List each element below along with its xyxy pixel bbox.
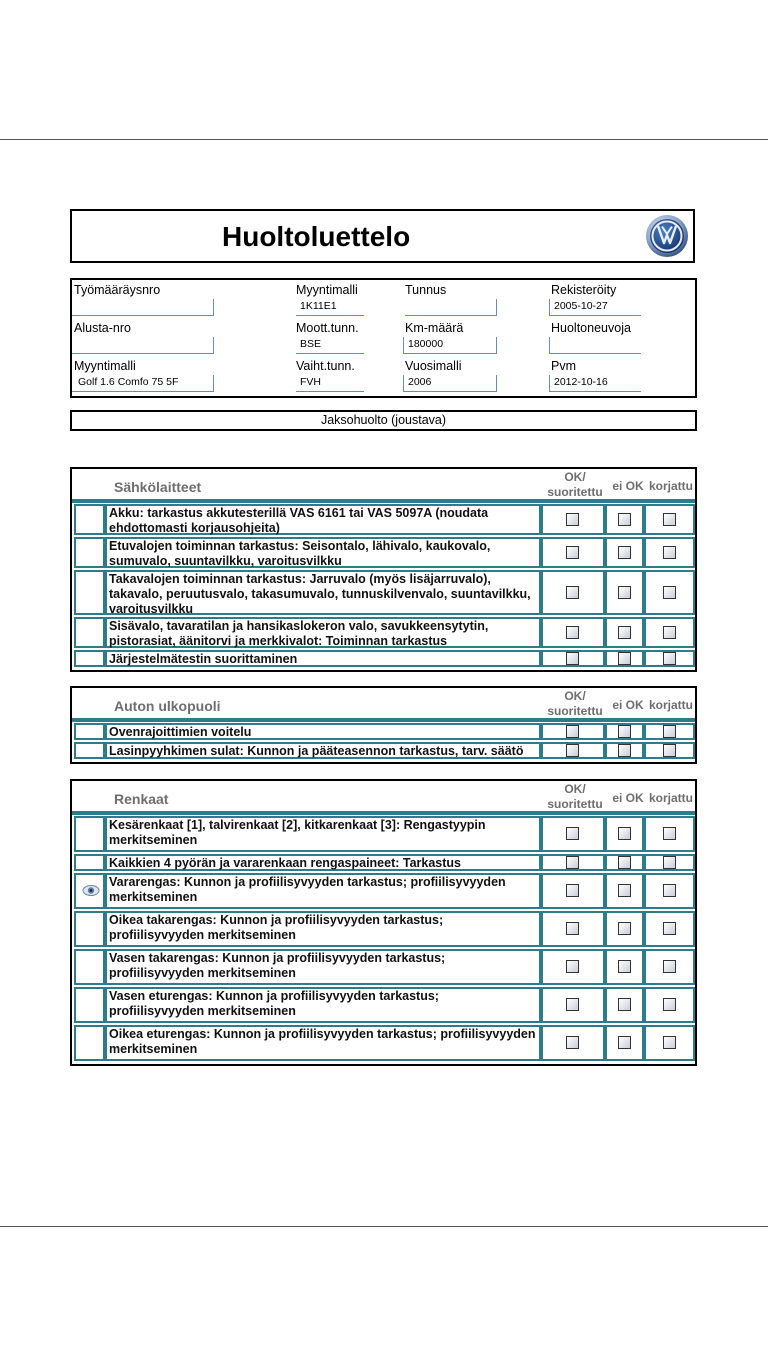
korjattu-checkbox-cell [644, 617, 695, 648]
section-renkaat [70, 779, 697, 1066]
column-korjattu-header: korjattu [648, 698, 693, 712]
ok-checkbox-cell [541, 1025, 605, 1061]
row-marker-cell [74, 911, 105, 947]
ei-ok-checkbox-cell [605, 617, 644, 648]
checklist-item-text: Sisävalo, tavaratilan ja hansikaslokeron valo, savukkeensytytin, pistorasiat, äänitorvi ja merkkivalot: Toiminnan tarkastus [109, 619, 489, 648]
row-description-cell [105, 570, 541, 615]
row-marker-cell [74, 873, 105, 909]
row-marker-cell [74, 617, 105, 648]
myyntimalli-label: Myyntimalli [296, 283, 358, 297]
row-marker-cell [74, 949, 105, 985]
ok-checkbox[interactable] [566, 856, 579, 869]
ei-ok-checkbox-cell [605, 987, 644, 1023]
row-description-cell [105, 650, 541, 667]
checklist-item-text: Vasen takarengas: Kunnon ja profiilisyvyyden tarkastus; profiilisyvyyden merkitseminen [109, 951, 446, 980]
row-description-cell [105, 504, 541, 535]
korjattu-checkbox-cell [644, 504, 695, 535]
ei-ok-checkbox-cell [605, 504, 644, 535]
korjattu-checkbox[interactable] [663, 652, 676, 665]
row-description-cell [105, 949, 541, 985]
moott-field[interactable]: BSE [296, 337, 364, 354]
column-ok-header: OK/ suoritettu [547, 470, 603, 499]
korjattu-checkbox[interactable] [663, 1036, 676, 1049]
ok-checkbox-cell [541, 873, 605, 909]
korjattu-checkbox[interactable] [663, 626, 676, 639]
korjattu-checkbox[interactable] [663, 960, 676, 973]
section-header [72, 781, 695, 815]
ei-ok-checkbox[interactable] [618, 652, 631, 665]
tyomaaraysnro-field[interactable] [72, 299, 214, 316]
column-ok-header: OK/ suoritettu [547, 782, 603, 811]
ei-ok-checkbox-cell [605, 723, 644, 740]
korjattu-checkbox[interactable] [663, 744, 676, 757]
km-label: Km-määrä [405, 321, 464, 335]
checklist-item-text: Kaikkien 4 pyörän ja vararenkaan rengaspaineet: Tarkastus [109, 856, 462, 870]
ei-ok-checkbox[interactable] [618, 922, 631, 935]
ei-ok-checkbox-cell [605, 949, 644, 985]
service-type: Jaksohuolto (joustava) [70, 410, 697, 431]
rekisteroity-label: Rekisteröity [551, 283, 617, 297]
row-description-cell [105, 723, 541, 740]
row-marker-cell [74, 742, 105, 759]
huoltoneuvoja-label: Huoltoneuvoja [551, 321, 631, 335]
ei-ok-checkbox[interactable] [618, 546, 631, 559]
ei-ok-checkbox-cell [605, 816, 644, 852]
row-marker-cell [74, 723, 105, 740]
korjattu-checkbox-cell [644, 854, 695, 871]
checklist-item-text: Vasen eturengas: Kunnon ja profiilisyvyyden tarkastus; profiilisyvyyden merkitseminen [109, 989, 439, 1018]
huoltoneuvoja-field[interactable] [549, 337, 641, 354]
bottom-divider [0, 1226, 768, 1227]
checklist-row [72, 616, 695, 649]
ok-checkbox[interactable] [566, 586, 579, 599]
korjattu-checkbox-cell [644, 537, 695, 568]
korjattu-checkbox[interactable] [663, 586, 676, 599]
ok-checkbox-cell [541, 723, 605, 740]
korjattu-checkbox[interactable] [663, 884, 676, 897]
korjattu-checkbox-cell [644, 987, 695, 1023]
checklist-item-text: Ovenrajoittimien voitelu [109, 725, 252, 739]
ok-checkbox[interactable] [566, 652, 579, 665]
ei-ok-checkbox[interactable] [618, 513, 631, 526]
section-header [72, 469, 695, 503]
row-description-cell [105, 873, 541, 909]
ei-ok-checkbox-cell [605, 570, 644, 615]
korjattu-checkbox[interactable] [663, 922, 676, 935]
eye-icon[interactable] [82, 884, 100, 897]
top-divider [0, 139, 768, 140]
korjattu-checkbox-cell [644, 949, 695, 985]
checklist-row [72, 649, 695, 668]
ok-checkbox[interactable] [566, 546, 579, 559]
myyntimalli2-field[interactable]: Golf 1.6 Comfo 75 5F [72, 375, 214, 392]
checklist-item-text: Etuvalojen toiminnan tarkastus: Seisontalo, lähivalo, kaukovalo, sumuvalo, suuntavilkku, varoitusvilkku [109, 539, 491, 568]
korjattu-checkbox-cell [644, 723, 695, 740]
checklist-item-text: Vararengas: Kunnon ja profiilisyvyyden tarkastus; profiilisyvyyden merkitseminen [109, 875, 506, 904]
vaiht-label: Vaiht.tunn. [296, 359, 355, 373]
ei-ok-checkbox[interactable] [618, 626, 631, 639]
ei-ok-checkbox[interactable] [618, 998, 631, 1011]
tyomaaraysnro-label: Työmääräysnro [74, 283, 161, 297]
column-korjattu-header: korjattu [648, 479, 693, 493]
checklist-item-text: Akku: tarkastus akkutesterillä VAS 6161 tai VAS 5097A (noudata ehdottomasti korjausohjeita) [109, 506, 489, 535]
row-marker-cell [74, 504, 105, 535]
checklist-row [72, 872, 695, 910]
ei-ok-checkbox-cell [605, 742, 644, 759]
alusta-field[interactable] [72, 337, 214, 354]
ei-ok-checkbox[interactable] [618, 884, 631, 897]
checklist-item-text: Oikea takarengas: Kunnon ja profiilisyvyyden tarkastus; profiilisyvyyden merkitseminen [109, 913, 444, 942]
row-marker-cell [74, 650, 105, 667]
row-description-cell [105, 987, 541, 1023]
ei-ok-checkbox-cell [605, 873, 644, 909]
korjattu-checkbox-cell [644, 650, 695, 667]
vaiht-field[interactable]: FVH [296, 375, 364, 392]
korjattu-checkbox-cell [644, 1025, 695, 1061]
ok-checkbox[interactable] [566, 884, 579, 897]
korjattu-checkbox[interactable] [663, 998, 676, 1011]
page-title: Huoltoluettelo [222, 221, 411, 252]
rekisteroity-field[interactable]: 2005-10-27 [549, 299, 641, 316]
row-description-cell [105, 854, 541, 871]
ok-checkbox[interactable] [566, 1036, 579, 1049]
vehicle-info [70, 278, 697, 398]
checklist-item-text: Lasinpyyhkimen sulat: Kunnon ja pääteasennon tarkastus, tarv. säätö [109, 744, 524, 758]
checklist-row [72, 503, 695, 536]
column-ei-ok-header: ei OK [612, 791, 644, 805]
ei-ok-checkbox[interactable] [618, 744, 631, 757]
pvm-label: Pvm [551, 359, 576, 373]
checklist-item-text: Järjestelmätestin suorittaminen [109, 652, 298, 666]
korjattu-checkbox-cell [644, 816, 695, 852]
ok-checkbox[interactable] [566, 922, 579, 935]
tunnus-field[interactable] [405, 299, 497, 316]
korjattu-checkbox[interactable] [663, 546, 676, 559]
korjattu-checkbox[interactable] [663, 513, 676, 526]
ok-checkbox-cell [541, 537, 605, 568]
checklist-row [72, 536, 695, 569]
row-marker-cell [74, 537, 105, 568]
row-description-cell [105, 617, 541, 648]
ok-checkbox-cell [541, 570, 605, 615]
ok-checkbox[interactable] [566, 513, 579, 526]
myyntimalli2-label: Myyntimalli [74, 359, 136, 373]
title-box [70, 209, 695, 263]
checklist-row [72, 1024, 695, 1062]
section-title: Auton ulkopuoli [114, 698, 221, 714]
section-title: Sähkölaitteet [114, 479, 202, 495]
section-header [72, 688, 695, 722]
checklist-row [72, 815, 695, 853]
pvm-field[interactable]: 2012-10-16 [549, 375, 641, 392]
myyntimalli-field[interactable]: 1K11E1 [296, 299, 364, 316]
ei-ok-checkbox-cell [605, 650, 644, 667]
section-sahkolaitteet [70, 467, 697, 672]
ok-checkbox-cell [541, 650, 605, 667]
alusta-label: Alusta-nro [74, 321, 131, 335]
ei-ok-checkbox[interactable] [618, 856, 631, 869]
checklist-row [72, 986, 695, 1024]
ei-ok-checkbox[interactable] [618, 586, 631, 599]
row-marker-cell [74, 1025, 105, 1061]
row-description-cell [105, 742, 541, 759]
ei-ok-checkbox[interactable] [618, 960, 631, 973]
km-field[interactable]: 180000 [403, 337, 497, 354]
ok-checkbox-cell [541, 742, 605, 759]
checklist-row [72, 741, 695, 760]
korjattu-checkbox-cell [644, 570, 695, 615]
ei-ok-checkbox-cell [605, 854, 644, 871]
column-ei-ok-header: ei OK [612, 479, 644, 493]
tunnus-label: Tunnus [405, 283, 447, 297]
row-marker-cell [74, 987, 105, 1023]
moott-label: Moott.tunn. [296, 321, 359, 335]
section-title: Renkaat [114, 791, 169, 807]
row-description-cell [105, 537, 541, 568]
column-ei-ok-header: ei OK [612, 698, 644, 712]
ok-checkbox[interactable] [566, 827, 579, 840]
vw-logo-icon [645, 214, 689, 258]
ei-ok-checkbox-cell [605, 1025, 644, 1061]
checklist-row [72, 910, 695, 948]
ok-checkbox[interactable] [566, 626, 579, 639]
ei-ok-checkbox-cell [605, 911, 644, 947]
vuosimalli-field[interactable]: 2006 [403, 375, 497, 392]
vuosimalli-label: Vuosimalli [405, 359, 462, 373]
ok-checkbox-cell [541, 816, 605, 852]
ok-checkbox[interactable] [566, 960, 579, 973]
row-description-cell [105, 1025, 541, 1061]
ei-ok-checkbox[interactable] [618, 827, 631, 840]
ei-ok-checkbox[interactable] [618, 1036, 631, 1049]
checklist-row [72, 853, 695, 872]
column-korjattu-header: korjattu [648, 791, 693, 805]
korjattu-checkbox-cell [644, 873, 695, 909]
column-ok-header: OK/ suoritettu [547, 689, 603, 718]
ok-checkbox-cell [541, 504, 605, 535]
ok-checkbox-cell [541, 949, 605, 985]
checklist-item-text: Takavalojen toiminnan tarkastus: Jarruvalo (myös lisäjarruvalo), takavalo, peruutusvalo, takasumuvalo, tunnuskilvenvalo, suuntavilkku, varoitusvilkku [109, 572, 531, 616]
ok-checkbox-cell [541, 854, 605, 871]
row-marker-cell [74, 570, 105, 615]
checklist-row [72, 948, 695, 986]
row-marker-cell [74, 854, 105, 871]
korjattu-checkbox[interactable] [663, 856, 676, 869]
ei-ok-checkbox[interactable] [618, 725, 631, 738]
ok-checkbox-cell [541, 987, 605, 1023]
ok-checkbox[interactable] [566, 744, 579, 757]
checklist-item-text: Oikea eturengas: Kunnon ja profiilisyvyyden tarkastus; profiilisyvyyden merkitseminen [109, 1027, 536, 1056]
section-auton-ulkopuoli [70, 686, 697, 764]
korjattu-checkbox-cell [644, 911, 695, 947]
korjattu-checkbox[interactable] [663, 827, 676, 840]
row-description-cell [105, 816, 541, 852]
checklist-row [72, 722, 695, 741]
ok-checkbox-cell [541, 911, 605, 947]
ok-checkbox[interactable] [566, 998, 579, 1011]
korjattu-checkbox-cell [644, 742, 695, 759]
checklist-row [72, 569, 695, 616]
korjattu-checkbox[interactable] [663, 725, 676, 738]
ok-checkbox[interactable] [566, 725, 579, 738]
row-description-cell [105, 911, 541, 947]
checklist-item-text: Kesärenkaat [1], talvirenkaat [2], kitkarenkaat [3]: Rengastyypin merkitseminen [109, 818, 486, 847]
ei-ok-checkbox-cell [605, 537, 644, 568]
ok-checkbox-cell [541, 617, 605, 648]
row-marker-cell [74, 816, 105, 852]
